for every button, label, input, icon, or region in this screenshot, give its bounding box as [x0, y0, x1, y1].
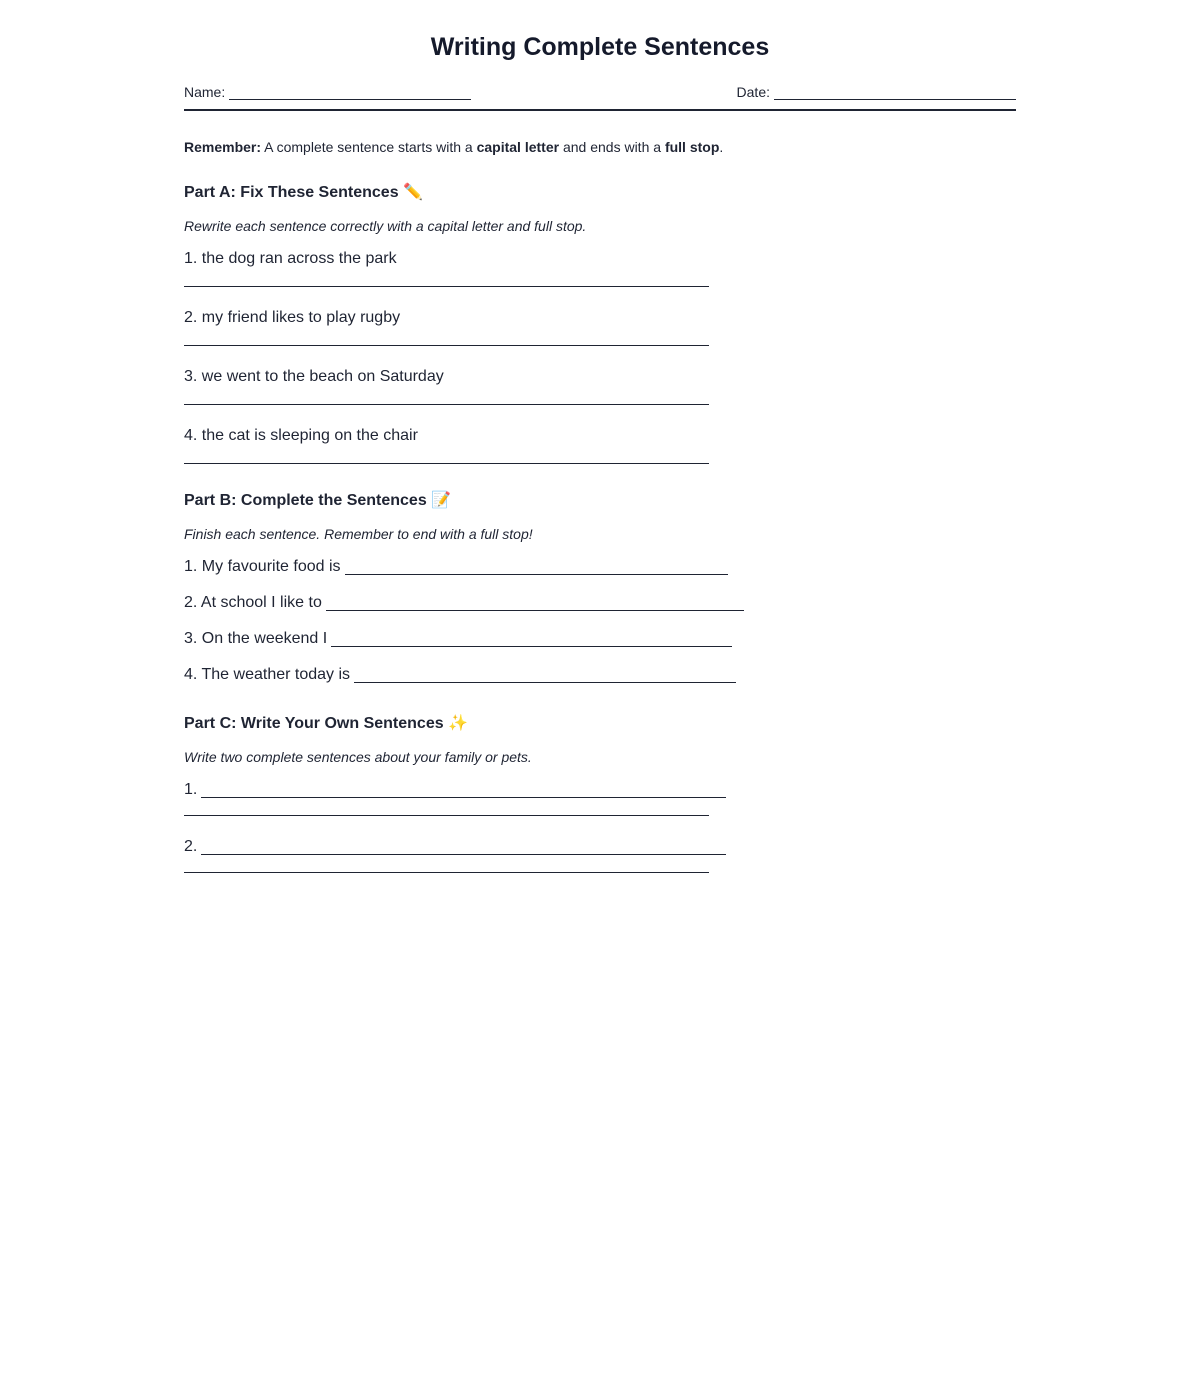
part-c-answer-line-2a[interactable] — [201, 838, 726, 855]
part-a-title-text: Part A: Fix These Sentences — [184, 184, 399, 201]
name-line[interactable] — [229, 85, 471, 100]
part-a-answer-line-2[interactable] — [184, 345, 709, 346]
part-b-item-4-text: 4. The weather today is — [184, 666, 351, 683]
part-b-item-2-text: 2. At school I like to — [184, 594, 322, 611]
part-c-item-1 — [184, 779, 1016, 801]
part-b-title-text: Part B: Complete the Sentences — [184, 492, 427, 509]
remember-text-1: A complete sentence starts with a — [261, 139, 477, 155]
date-label: Date: — [736, 84, 770, 100]
date-field — [737, 84, 1016, 100]
part-b-answer-line-1[interactable] — [345, 558, 728, 575]
page-title: Writing Complete Sentences — [430, 33, 770, 61]
part-a-item-1: 1. the dog ran across the park — [184, 250, 397, 267]
part-a-item-3: 3. we went to the beach on Saturday — [184, 368, 444, 385]
part-b-answer-line-2[interactable] — [326, 594, 744, 611]
part-c-answer-line-2b[interactable] — [184, 872, 709, 873]
part-a-instruction: Rewrite each sentence correctly with a capital letter and full stop. — [184, 218, 587, 234]
pencil-icon: ✏️ — [403, 182, 423, 201]
remember-bold-2: full stop — [664, 139, 720, 155]
date-line[interactable] — [774, 85, 1016, 100]
part-b-item-2 — [184, 592, 1016, 614]
part-c — [184, 712, 1016, 873]
part-b-item-3-text: 3. On the weekend I — [184, 630, 328, 647]
remember-note — [184, 137, 1016, 157]
remember-text-3: . — [719, 139, 724, 155]
part-b-answer-line-4[interactable] — [354, 666, 736, 683]
part-b — [184, 489, 1016, 686]
sparkles-icon: ✨ — [448, 713, 468, 732]
remember-text-2: and ends with a — [559, 139, 665, 155]
part-c-item-1-text: 1. — [184, 781, 198, 798]
worksheet — [184, 0, 1016, 873]
part-a — [184, 181, 1016, 464]
part-c-answer-line-1b[interactable] — [184, 815, 709, 816]
part-a-title — [184, 181, 1016, 204]
part-c-instruction: Write two complete sentences about your family or pets. — [184, 749, 532, 765]
part-b-title — [184, 489, 1016, 512]
part-b-item-1 — [184, 556, 1016, 578]
part-b-item-1-text: 1. My favourite food is — [184, 558, 341, 575]
part-c-item-2 — [184, 836, 1016, 858]
part-b-item-3 — [184, 628, 1016, 650]
part-c-answer-line-1a[interactable] — [201, 781, 726, 798]
part-a-answer-line-1[interactable] — [184, 286, 709, 287]
part-a-answer-line-3[interactable] — [184, 404, 709, 405]
memo-icon: 📝 — [431, 490, 452, 509]
part-a-item-2: 2. my friend likes to play rugby — [184, 309, 401, 326]
part-a-item-4: 4. the cat is sleeping on the chair — [184, 427, 418, 444]
remember-label: Remember: — [184, 139, 262, 155]
part-b-answer-line-3[interactable] — [331, 630, 732, 647]
part-b-item-4 — [184, 664, 1016, 686]
part-c-title — [184, 712, 1016, 735]
part-c-title-text: Part C: Write Your Own Sentences — [184, 715, 444, 732]
name-label: Name: — [184, 84, 226, 100]
name-field — [184, 84, 471, 100]
part-b-instruction: Finish each sentence. Remember to end with a full stop! — [184, 526, 533, 542]
part-c-item-2-text: 2. — [184, 838, 198, 855]
part-a-answer-line-4[interactable] — [184, 463, 709, 464]
header-row — [184, 76, 1016, 111]
remember-bold-1: capital letter — [476, 139, 560, 155]
